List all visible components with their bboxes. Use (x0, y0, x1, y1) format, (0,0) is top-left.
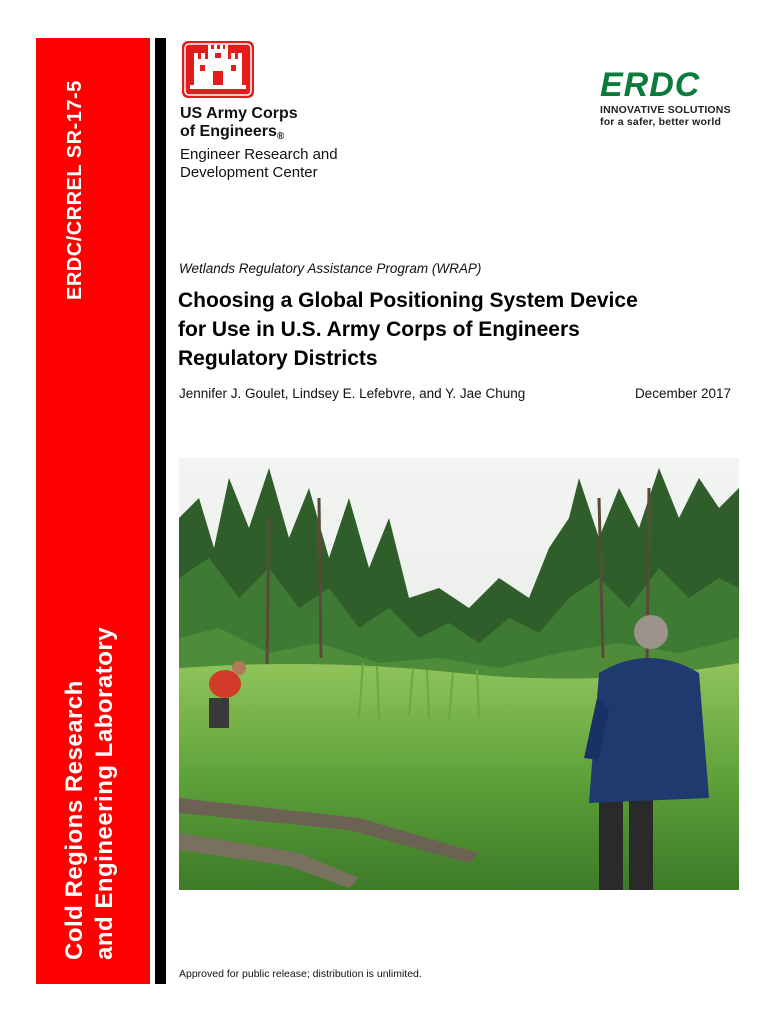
usace-line4: Development Center (180, 164, 318, 181)
report-title (178, 286, 738, 373)
usace-castle-logo (182, 41, 254, 98)
distribution-statement: Approved for public release; distribution is unlimited. (179, 968, 422, 980)
lab-name-line2: and Engineering Laboratory (91, 626, 118, 960)
lab-name-line1: Cold Regions Research (61, 680, 88, 960)
title-line1: Choosing a Global Positioning System Device (178, 289, 638, 312)
usace-line1: US Army Corps (180, 105, 298, 122)
title-line3: Regulatory Districts (178, 347, 378, 370)
program-name: Wetlands Regulatory Assistance Program (WRAP) (179, 261, 482, 276)
authors: Jennifer J. Goulet, Lindsey E. Lefebvre, and Y. Jae Chung (179, 386, 526, 401)
erdc-tagline1: INNOVATIVE SOLUTIONS (600, 104, 731, 116)
wetland-photo-illustration (179, 458, 739, 890)
usace-line2: of Engineers (180, 123, 277, 140)
usace-wordmark (180, 105, 338, 182)
castle-icon (182, 41, 254, 98)
registered-mark: ® (276, 131, 285, 142)
title-line2: for Use in U.S. Army Corps of Engineers (178, 318, 580, 341)
erdc-tagline2: for a safer, better world (600, 116, 722, 128)
cover-photo (179, 458, 739, 890)
publication-date: December 2017 (634, 386, 731, 401)
black-divider-bar (155, 38, 166, 984)
erdc-mark: ERDC (600, 66, 701, 104)
usace-line3: Engineer Research and (180, 146, 338, 163)
report-number: ERDC/CRREL SR-17-5 (64, 80, 86, 300)
erdc-logo (600, 68, 732, 128)
